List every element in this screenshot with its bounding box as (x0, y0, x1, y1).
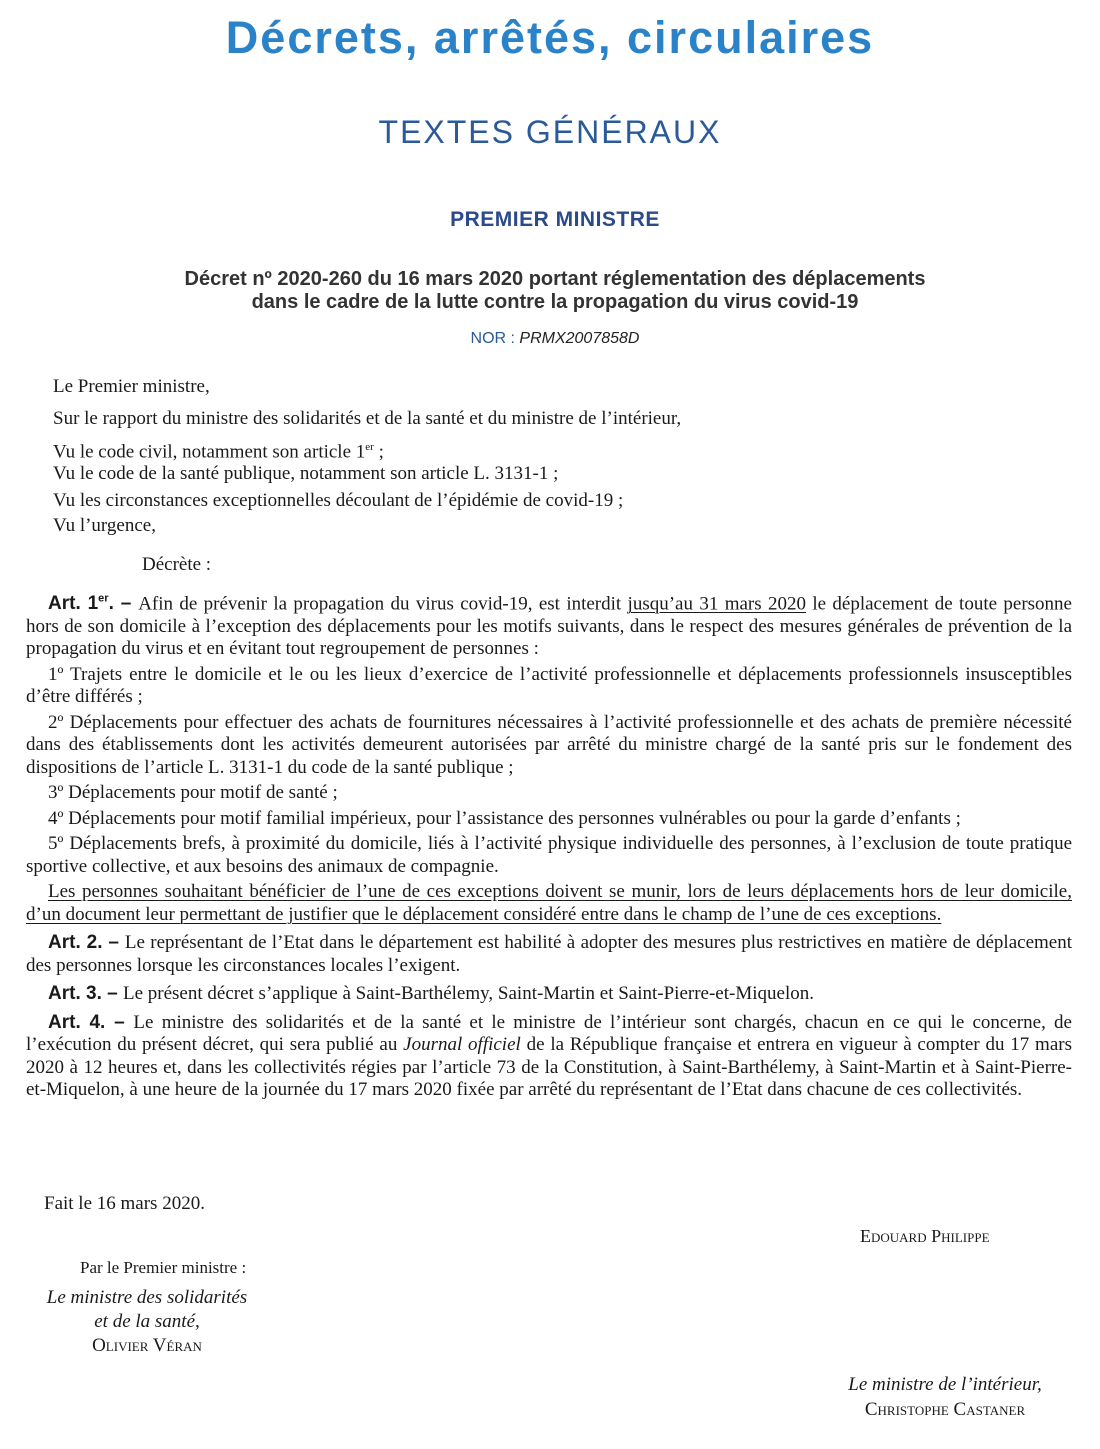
article-2-label: Art. 2. – (48, 932, 125, 954)
preamble-line-3-sup: er (365, 441, 374, 453)
by-prime-minister: Par le Premier ministre : (80, 1258, 247, 1277)
article-1 (26, 588, 1072, 661)
ministry-heading: PREMIER MINISTRE (450, 208, 660, 231)
article-1-label (48, 593, 138, 614)
article-3-label: Art. 3. – (48, 983, 123, 1005)
preamble-line-3-end: ; (373, 441, 384, 463)
item-3: 3º Déplacements pour motif de santé ; (48, 782, 338, 804)
article-4-text-b: de la République française et entrera en vigueur à compter du 17 mars 2020 à 12 heures et, dans les collectivités régies par l’article 73 de la Constitution, à Saint-Barthélemy, à Saint-Martin et à Saint-Pierre-et-Miquelon, à une heure de la journée du 17 mars 2020 fixée par arrêté du représentant de l’Etat dans chacune de ces collectivités. (26, 1034, 1072, 1101)
article-1-label-end: . – (108, 593, 139, 615)
article-2-text: Le représentant de l’Etat dans le département est habilité à adopter des mesures plus restrictives en matière de déplacement des personnes lorsque les circonstances locales l’exigent. (26, 932, 1072, 976)
decree-body (26, 588, 1072, 1105)
decree-title-line-2: dans le cadre de la lutte contre la propagation du virus covid-19 (251, 291, 859, 313)
interior-minister-name: Christophe Castaner (864, 1399, 1026, 1420)
article-4-text-a: Le ministre des solidarités et de la santé et le ministre de l’intérieur sont chargés, chacun en ce qui le concerne, de l’exécution du présent décret, qui sera publié au (26, 1011, 1072, 1056)
nor-reference (0, 330, 1100, 348)
article-3-text: Le présent décret s’applique à Saint-Barthélemy, Saint-Martin et Saint-Pierre-et-Miquelon. (122, 983, 814, 1005)
item-4: 4º Déplacements pour motif familial impérieux, pour l’assistance des personnes vulnérables ou pour la garde d’enfants ; (48, 807, 961, 829)
item-1: 1º Trajets entre le domicile et le ou les lieux d’exercice de l’activité professionnelle et déplacements professionnels insusceptibles d’être différés ; (26, 663, 1072, 708)
item-5: 5º Déplacements brefs, à proximité du domicile, liés à l’activité physique individuelle des personnes, à l’exclusion de toute pratique sportive collective, et aux besoins des animaux de compagnie. (26, 833, 1072, 877)
item-2: 2º Déplacements pour effectuer des achats de fournitures nécessaires à l’activité professionnelle et des achats de première nécessité dans des établissements dont les activités demeurent autorisées par arrêté du ministre chargé de la santé pris sur le fondement des dispositions de l’article L. 3131-1 du code de la santé publique ; (26, 711, 1072, 778)
banner-title: Décrets, arrêtés, circulaires (225, 12, 875, 63)
health-minister-name: Olivier Véran (92, 1335, 202, 1356)
article-1-label-text: Art. 1 (48, 593, 99, 615)
preamble-line-3-text: Vu le code civil, notamment son article 1 (53, 441, 366, 463)
article-2 (26, 932, 1072, 977)
health-minister-signature (22, 1286, 272, 1358)
health-minister-title-2: et de la santé, (94, 1311, 200, 1332)
preamble-line-6: Vu l’urgence, (53, 515, 156, 536)
signed-date: Fait le 16 mars 2020. (44, 1193, 205, 1214)
justification-underlined-text: Les personnes souhaitant bénéficier de l’une de ces exceptions doivent se munir, lors de leurs déplacements hors de leur domicile, d’un document leur permettant de justifier que le déplacement considéré entre dans le champ de l’une de ces exceptions. (26, 881, 1072, 925)
interior-minister-signature (810, 1372, 1080, 1422)
prime-minister-name: Edouard Philippe (860, 1226, 990, 1246)
preamble-line-5: Vu les circonstances exceptionnelles découlant de l’épidémie de covid-19 ; (53, 490, 624, 511)
article-3 (26, 983, 1072, 1006)
decrete-heading: Décrète : (142, 554, 212, 575)
nor-code: PRMX2007858D (519, 330, 640, 347)
article-1-text-b: le déplacement de toute personne hors de son domicile à l’exception des déplacements pour les motifs suivants, dans le respect des mesures générales de prévention de la propagation du virus et en évitant tout regroupement de personnes : (26, 593, 1072, 660)
justification-paragraph (26, 881, 1072, 926)
preamble-line-4: Vu le code de la santé publique, notamment son article L. 3131-1 ; (53, 463, 559, 484)
article-1-text-a: Afin de prévenir la propagation du virus covid-19, est interdit (138, 593, 628, 615)
article-1-label-sup: er (98, 593, 109, 605)
decree-title-line-1: Décret nº 2020-260 du 16 mars 2020 portant réglementation des déplacements (184, 268, 926, 290)
health-minister-title-1: Le ministre des solidarités (46, 1287, 248, 1308)
preamble-line-1: Le Premier ministre, (53, 376, 210, 397)
article-4-label: Art. 4. – (48, 1011, 134, 1033)
article-4 (26, 1012, 1072, 1102)
preamble-line-2: Sur le rapport du ministre des solidarités et de la santé et du ministre de l’intérieur, (53, 408, 682, 429)
article-1-underlined-date: jusqu’au 31 mars 2020 (627, 593, 806, 615)
article-4-journal: Journal officiel (403, 1034, 521, 1056)
nor-label: NOR : (470, 330, 520, 347)
interior-minister-title: Le ministre de l’intérieur, (848, 1374, 1042, 1395)
decree-title (60, 268, 1050, 314)
section-title: TEXTES GÉNÉRAUX (378, 114, 722, 150)
